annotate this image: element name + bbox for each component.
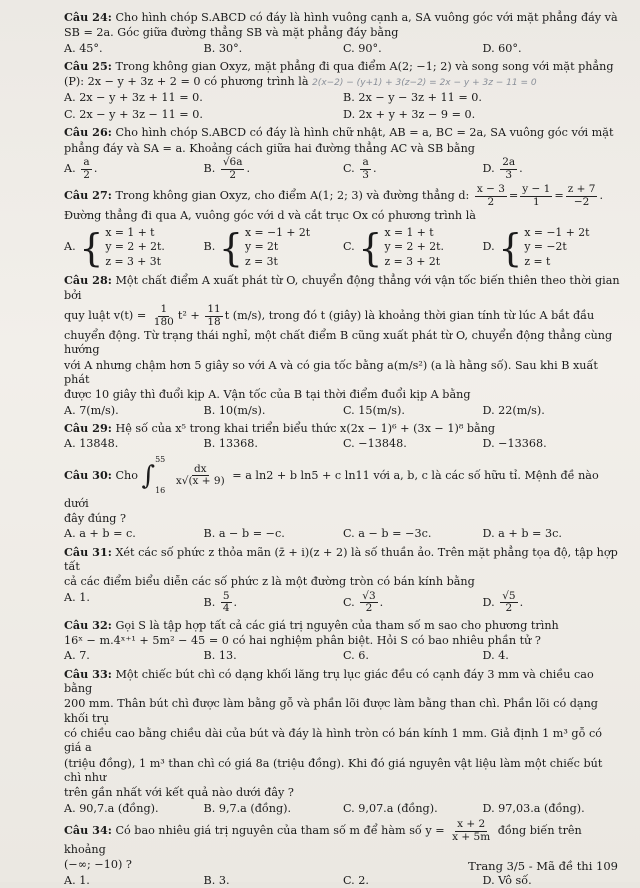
option-b: B. 13368. <box>203 437 258 451</box>
question-text: Trong không gian Oxyz, mặt phẳng đi qua điểm A(2; −1; 2) và song song với mặt phẳng <box>115 59 614 73</box>
question-number: Câu 32: <box>64 617 112 632</box>
option-c: C. { x = 1 + t y = 2 + 2t. z = 3 + 2t <box>343 225 444 270</box>
options-row <box>64 226 622 270</box>
options-row <box>64 91 622 105</box>
option-d: D. $\frac{√5}{2}$ . <box>482 589 524 615</box>
options-row <box>64 874 622 888</box>
option-d: D. 60°. <box>482 41 522 55</box>
question-number: Câu 25: <box>64 58 112 73</box>
option-b: B. 9,7.a (đồng). <box>203 801 292 815</box>
option-d: D. 97,03.a (đồng). <box>482 801 585 815</box>
option-c: C. $\frac{a}{3}$ . <box>343 156 377 181</box>
question-number: Câu 29: <box>64 421 112 436</box>
option-c: C. 15(m/s). <box>343 403 405 417</box>
question-number: Câu 26: <box>64 125 112 140</box>
option-a: A. { x = 1 + t y = 2 + 2t. z = 3 + 3t <box>64 225 165 270</box>
option-a: A. 1. <box>64 590 90 604</box>
question-text-cont: Đường thẳng đi qua A, vuông góc với d và cắt trục Ox có phương trình là <box>64 209 476 223</box>
option-a: A. 13848. <box>64 437 119 451</box>
question-31: Câu 31: Xét các số phức z thỏa mãn (z̄ + i)(z + 2) là số thuần ảo. Trên mặt phẳng tọa độ, tập hợp tất cả các điểm biểu diễn các số phức z là một đường tròn có bán kính bằng A. 1. B. $\frac{5}{4}$ . C. $\frac{√3}{2}$ . D. $\frac{√5}{2}$ . <box>64 545 622 615</box>
question-number: Câu 31: <box>64 544 112 559</box>
option-b: B. $\frac{5}{4}$ . <box>203 589 238 615</box>
options-row <box>64 527 622 541</box>
option-c: C. 90°. <box>343 41 382 55</box>
options-row <box>64 157 622 181</box>
question-text: Cho hình chóp S.ABCD có đáy là hình vuông cạnh a, SA vuông góc với mặt phẳng đáy và <box>115 11 618 24</box>
options-row <box>64 404 622 418</box>
question-number: Câu 27: <box>64 188 112 203</box>
options-row <box>64 802 622 816</box>
option-c: C. 9,07.a (đồng). <box>343 801 438 815</box>
question-34: Câu 34: Có bao nhiêu giá trị nguyên của tham số m để hàm số y = $\frac{x + 2}{x + 5m}$ đồng biến trên khoảng (−∞; −10) ? A. 1. B. 3. C. 2. D. Vô số. <box>64 819 622 888</box>
options-row <box>64 591 622 615</box>
option-a: A. 7. <box>64 649 90 663</box>
option-b: B. 2x − y − 3z + 11 = 0. <box>343 90 482 104</box>
option-b: B. $\frac{√6a}{2}$ . <box>203 156 251 181</box>
option-c: C. $\frac{√3}{2}$ . <box>343 589 384 615</box>
question-27: Câu 27: Trong không gian Oxyz, cho điểm A(1; 2; 3) và đường thẳng d: $\frac{x - 3}{2}$ = $\frac{y - 1}{1}$ = $\frac{z + 7}{-2}$ . Đường thẳng đi qua A, vuông góc với d và cắt trục Ox có phương trình là A. { x = 1 + t y = 2 + 2t. z = 3 + 3t B. { x = −1 + 2t y = 2t z = 3t C. { x = 1 + t y = 2 + 2t. z = 3 + 2t D. { x = −1 + 2t y = −2t z = t <box>64 184 622 269</box>
page-footer: Trang 3/5 - Mã đề thi 109 <box>468 859 618 874</box>
question-24 <box>64 10 622 56</box>
option-c: C. a − b = −3c. <box>343 527 432 541</box>
option-d: D. { x = −1 + 2t y = −2t z = t <box>482 225 590 270</box>
question-text: Gọi S là tập hợp tất cả các giá trị nguyên của tham số m sao cho phương trình <box>115 618 559 632</box>
option-b: B. 10(m/s). <box>203 403 266 417</box>
options-row <box>64 108 622 122</box>
option-a: A. a + b = c. <box>64 527 136 541</box>
question-text: Cho hình chóp S.ABCD có đáy là hình chữ nhật, AB = a, BC = 2a, SA vuông góc với mặt <box>115 126 614 140</box>
question-33: Câu 33: Một chiếc bút chì có dạng khối lăng trụ lục giác đều có cạnh đáy 3 mm và chiều cao bằng 200 mm. Thân bút chì được làm bằng gỗ và phần lõi được làm bằng than chì. Phần lõi có dạng khối trụ có chiều cao bằng chiều dài của bút và đáy là hình tròn có bán kính 1 mm. Giả định 1 m³ gỗ có giá a (triệu đồng), 1 m³ than chì có giá 8a (triệu đồng). Khi đó giá nguyên vật liệu làm một chiếc bút chì như trên gần nhất với kết quả nào dưới đây ? A. 90,7.a (đồng). B. 9,7.a (đồng). C. 9,07.a (đồng). D. 97,03.a (đồng). <box>64 667 622 816</box>
option-a: A. 2x − y + 3z + 11 = 0. <box>64 90 203 104</box>
option-d: D. 22(m/s). <box>482 403 545 417</box>
question-text-cont: SB = 2a. Góc giữa đường thẳng SB và mặt phẳng đáy bằng <box>64 26 399 40</box>
question-26 <box>64 125 622 181</box>
question-text: Xét các số phức z thỏa mãn (z̄ + i)(z + 2) là số thuần ảo. Trên mặt phẳng tọa độ, tập hợp tất <box>64 545 618 574</box>
question-text: Một chất điểm A xuất phát từ O, chuyển động thẳng với vận tốc biến thiên theo thời gian bởi <box>64 274 620 302</box>
options-row <box>64 42 622 56</box>
integral-symbol: ∫ 55 16 <box>141 454 166 496</box>
option-a: A. 1. <box>64 873 90 887</box>
options-row <box>64 437 622 451</box>
question-28: Câu 28: Một chất điểm A xuất phát từ O, chuyển động thẳng với vận tốc biến thiên theo thời gian bởi quy luật v(t) = $\frac{1}{180}$ t² + $\frac{11}{18}$ t (m/s), trong đó t (giây) là khoảng thời gian tính từ lúc A bắt đầu chuyển động. Từ trạng thái nghỉ, một chất điểm B cũng xuất phát từ O, chuyển động thẳng cùng hướng với A nhưng chậm hơn 5 giây so với A và có gia tốc bằng a(m/s²) (a là hằng số). Sau khi B xuất phát được 10 giây thì đuổi kịp A. Vận tốc của B tại thời điểm đuổi kịp A bằng A. 7(m/s). B. 10(m/s). C. 15(m/s). D. 22(m/s). <box>64 273 622 418</box>
option-b: B. a − b = −c. <box>203 527 285 541</box>
option-a: A. 90,7.a (đồng). <box>64 801 159 815</box>
question-text: Hệ số của x⁵ trong khai triển biểu thức x(2x − 1)⁶ + (3x − 1)⁸ bằng <box>115 422 496 436</box>
question-number: Câu 34: <box>64 823 112 838</box>
question-29 <box>64 421 622 452</box>
option-d: D. Vô số. <box>482 873 532 887</box>
question-30: Câu 30: Cho ∫ 55 16 $\frac{dx}{x√(x + 9)}$ = a ln2 + b ln5 + c ln11 với a, b, c là các số hữu tỉ. Mệnh đề nào dưới đây đúng ? A. a + b = c. B. a − b = −c. C. a − b = −3c. D. a + b = 3c. <box>64 455 622 542</box>
question-text: Một chiếc bút chì có dạng khối lăng trụ lục giác đều có cạnh đáy 3 mm và chiều cao bằng <box>64 667 594 696</box>
question-number: Câu 30: <box>64 467 112 482</box>
question-text: Trong không gian Oxyz, cho điểm A(1; 2; 3) và đường thẳng d: <box>115 189 470 203</box>
option-a: A. 45°. <box>64 41 103 55</box>
option-d: D. a + b = 3c. <box>482 527 562 541</box>
option-c: C. −13848. <box>343 437 407 451</box>
question-32: Câu 32: Gọi S là tập hợp tất cả các giá trị nguyên của tham số m sao cho phương trình 16ˣ − m.4ˣ⁺¹ + 5m² − 45 = 0 có hai nghiệm phân biệt. Hỏi S có bao nhiêu phần tử ? A. 7. B. 13. C. 6. D. 4. <box>64 618 622 664</box>
question-number: Câu 24: <box>64 10 112 24</box>
question-text: Có bao nhiêu giá trị nguyên của tham số m để hàm số y = <box>115 824 445 838</box>
option-b: B. { x = −1 + 2t y = 2t z = 3t <box>203 225 311 270</box>
question-text: = a ln2 + b ln5 + c ln11 với a, b, c là các số hữu tỉ. Mệnh đề nào dưới <box>64 468 599 510</box>
option-b: B. 13. <box>203 649 237 663</box>
question-text-cont: (P): 2x − y + 3z + 2 = 0 có phương trình là <box>64 75 309 89</box>
option-d: D. $\frac{2a}{3}$ . <box>482 156 523 181</box>
option-b: B. 30°. <box>203 41 243 55</box>
option-c: C. 2. <box>343 873 369 887</box>
option-c: C. 2x − y + 3z − 11 = 0. <box>64 108 203 122</box>
options-row <box>64 649 622 663</box>
question-text-cont: phẳng đáy và SA = a. Khoảng cách giữa hai đường thẳng AC và SB bằng <box>64 141 475 155</box>
question-number: Câu 33: <box>64 666 112 681</box>
handwritten-note: 2(x−2) − (y+1) + 3(z−2) = 2x − y + 3z − 11 = 0 <box>312 78 537 89</box>
option-a: A. $\frac{a}{2}$ . <box>64 156 98 181</box>
option-a: A. 7(m/s). <box>64 403 119 417</box>
option-d: D. 2x + y + 3z − 9 = 0. <box>343 108 476 122</box>
option-c: C. 6. <box>343 649 369 663</box>
option-d: D. −13368. <box>482 437 547 451</box>
option-b: B. 3. <box>203 873 230 887</box>
question-25 <box>64 59 622 123</box>
question-number: Câu 28: <box>64 273 112 288</box>
option-d: D. 4. <box>482 649 509 663</box>
